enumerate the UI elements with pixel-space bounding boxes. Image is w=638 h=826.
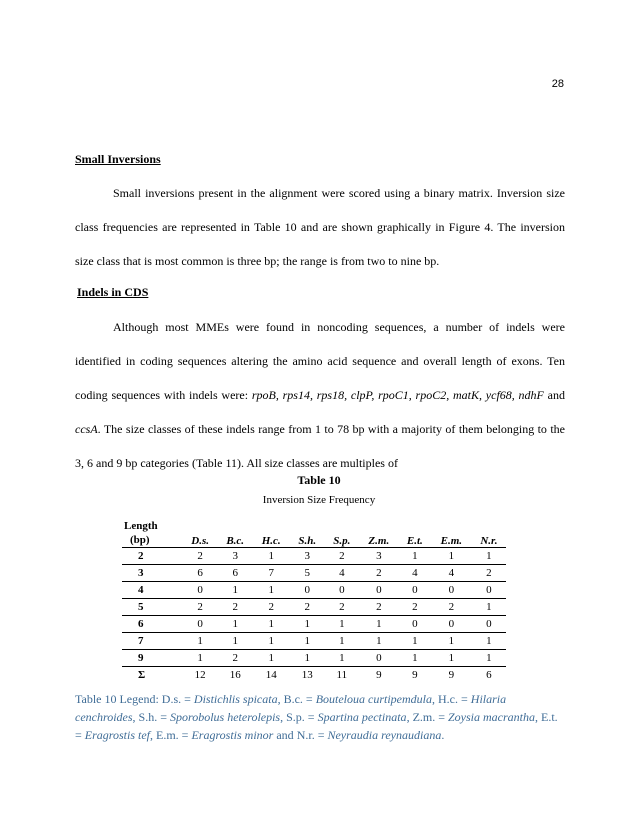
value-cell: 1 <box>218 616 253 633</box>
table-title: Table 10 <box>297 473 341 487</box>
value-cell: 2 <box>218 599 253 616</box>
value-cell: 0 <box>472 616 506 633</box>
legend-abbr: B.c. = <box>283 692 316 706</box>
legend-abbr: N.r. = <box>296 728 328 742</box>
legend-sep: , <box>432 692 439 706</box>
value-cell: 1 <box>359 616 399 633</box>
length-cell: 3 <box>122 565 183 582</box>
inversion-size-table <box>122 519 506 683</box>
legend-species: Hilaria cenchroides <box>75 692 507 724</box>
value-cell: 11 <box>336 669 348 681</box>
value-cell: 16 <box>229 669 241 681</box>
indels-text-2: . The size classes of these indels range from 1 to 78 bp with a majority of them belonging to the 3, 6 and 9 bp categories (Table 11). All size classes are multiples of <box>75 422 565 470</box>
paragraph-small-inversions: Small inversions present in the alignment were scored using a binary matrix. Inversion size class frequencies are represented in Table 10 and are shown graphically in Figure 4. The inversion size class that is most common is three bp; the range is from two to nine bp. <box>75 186 565 268</box>
legend-species: Eragrostis tef <box>84 728 151 742</box>
value-cell: 2 <box>359 599 399 616</box>
value-cell: 1 <box>325 650 359 667</box>
value-cell: 4 <box>325 565 359 582</box>
value-cell: 6 <box>218 565 253 582</box>
value-cell: 1 <box>183 650 218 667</box>
legend-sep: , <box>150 728 157 742</box>
value-cell: 6 <box>486 669 492 681</box>
length-cell: Σ <box>138 669 146 681</box>
legend-species: Neyraudia reynaudiana <box>327 728 442 742</box>
value-cell: 3 <box>218 548 253 565</box>
legend-sep: , <box>277 692 284 706</box>
length-header: Length <box>124 520 158 532</box>
value-cell: 2 <box>290 599 325 616</box>
value-cell: 1 <box>253 616 290 633</box>
value-cell: 1 <box>183 633 218 650</box>
legend-abbr: S.p. = <box>286 710 318 724</box>
value-cell: 1 <box>290 633 325 650</box>
legend-sep: , <box>406 710 413 724</box>
value-cell: 0 <box>431 616 472 633</box>
value-cell: 1 <box>359 633 399 650</box>
value-cell: 1 <box>399 548 431 565</box>
value-cell: 0 <box>290 582 325 599</box>
legend-sep: . <box>441 728 445 742</box>
column-header: H.c. <box>253 533 290 548</box>
value-cell: 1 <box>472 650 506 667</box>
gene-list: rpoB, rps14, rps18, clpP, rpoC1, rpoC2, matK, ycf68, ndhF <box>251 388 544 402</box>
value-cell: 2 <box>472 565 506 582</box>
column-header: N.r. <box>472 533 506 548</box>
legend-species: Eragrostis minor <box>191 728 274 742</box>
table-row <box>122 582 506 599</box>
value-cell: 2 <box>218 650 253 667</box>
value-cell: 1 <box>290 650 325 667</box>
column-header: S.p. <box>325 533 359 548</box>
legend-abbr: E.t. = <box>75 710 558 742</box>
length-cell: 9 <box>122 650 183 667</box>
value-cell: 9 <box>376 669 382 681</box>
value-cell: 0 <box>399 616 431 633</box>
legend-abbr: H.c. = <box>438 692 471 706</box>
legend-species: Bouteloua curtipemdula <box>315 692 433 706</box>
value-cell: 1 <box>399 633 431 650</box>
value-cell: 2 <box>325 548 359 565</box>
section-heading-small-inversions: Small Inversions <box>75 152 161 166</box>
table-subtitle: Inversion Size Frequency <box>262 494 376 506</box>
length-cell: 5 <box>122 599 183 616</box>
length-cell: 6 <box>122 616 183 633</box>
column-header: S.h. <box>290 533 325 548</box>
value-cell: 1 <box>325 633 359 650</box>
table-row <box>122 565 506 582</box>
legend-abbr: Z.m. = <box>412 710 448 724</box>
table-row <box>122 616 506 633</box>
indels-text-1: Although most MMEs were found in noncoding sequences, a number of indels were identified in coding sequences altering the amino acid sequence and overall length of exons. Ten coding sequences with indels were: <box>75 320 565 402</box>
length-unit-header: (bp) <box>122 533 183 548</box>
legend-sep: and <box>273 728 297 742</box>
column-header: D.s. <box>183 533 218 548</box>
table-row <box>122 599 506 616</box>
value-cell: 2 <box>253 599 290 616</box>
value-cell: 1 <box>431 548 472 565</box>
value-cell: 1 <box>431 633 472 650</box>
value-cell: 1 <box>218 582 253 599</box>
value-cell: 2 <box>399 599 431 616</box>
section-heading-indels-cds: Indels in CDS <box>77 285 149 299</box>
legend-sep: , <box>535 710 541 724</box>
table-row <box>122 667 506 684</box>
value-cell: 0 <box>183 616 218 633</box>
value-cell: 0 <box>325 582 359 599</box>
legend-sep: , <box>132 710 139 724</box>
indels-and: and <box>543 388 566 402</box>
value-cell: 12 <box>194 669 206 681</box>
value-cell: 2 <box>325 599 359 616</box>
value-cell: 3 <box>359 548 399 565</box>
value-cell: 0 <box>183 582 218 599</box>
legend-prefix: Table 10 Legend: <box>75 692 162 706</box>
table-row <box>122 633 506 650</box>
value-cell: 1 <box>472 599 506 616</box>
page-number: 28 <box>551 78 564 90</box>
table-row <box>122 650 506 667</box>
legend-abbr: S.h. = <box>138 710 170 724</box>
value-cell: 9 <box>412 669 418 681</box>
value-cell: 0 <box>472 582 506 599</box>
legend-abbr: D.s. = <box>161 692 194 706</box>
value-cell: 6 <box>183 565 218 582</box>
value-cell: 13 <box>301 669 313 681</box>
value-cell: 1 <box>472 548 506 565</box>
legend-species: Spartina pectinata <box>317 710 407 724</box>
table-legend <box>75 690 565 744</box>
value-cell: 5 <box>290 565 325 582</box>
value-cell: 2 <box>431 599 472 616</box>
value-cell: 1 <box>253 548 290 565</box>
gene-last: ccsA <box>75 422 98 436</box>
table-row <box>122 548 506 565</box>
value-cell: 0 <box>359 650 399 667</box>
value-cell: 1 <box>431 650 472 667</box>
value-cell: 14 <box>265 669 277 681</box>
value-cell: 1 <box>325 616 359 633</box>
value-cell: 2 <box>183 599 218 616</box>
value-cell: 0 <box>431 582 472 599</box>
value-cell: 2 <box>359 565 399 582</box>
value-cell: 4 <box>399 565 431 582</box>
value-cell: 1 <box>218 633 253 650</box>
value-cell: 3 <box>290 548 325 565</box>
legend-species: Sporobolus heterolepis <box>170 710 281 724</box>
value-cell: 1 <box>253 582 290 599</box>
column-header: E.m. <box>431 533 472 548</box>
column-header: B.c. <box>218 533 253 548</box>
legend-species: Distichlis spicata <box>193 692 278 706</box>
paragraph-indels-cds <box>75 310 565 480</box>
value-cell: 0 <box>359 582 399 599</box>
value-cell: 1 <box>472 633 506 650</box>
length-cell: 2 <box>122 548 183 565</box>
value-cell: 1 <box>399 650 431 667</box>
value-cell: 2 <box>183 548 218 565</box>
value-cell: 1 <box>253 650 290 667</box>
value-cell: 1 <box>290 616 325 633</box>
length-cell: 4 <box>122 582 183 599</box>
column-header: E.t. <box>399 533 431 548</box>
value-cell: 1 <box>253 633 290 650</box>
legend-species: Zoysia macrantha <box>448 710 535 724</box>
value-cell: 9 <box>448 669 455 681</box>
value-cell: 7 <box>253 565 290 582</box>
length-cell: 7 <box>122 633 183 650</box>
value-cell: 0 <box>399 582 431 599</box>
value-cell: 4 <box>431 565 472 582</box>
column-header: Z.m. <box>359 533 399 548</box>
legend-sep: , <box>280 710 287 724</box>
legend-abbr: E.m. = <box>156 728 192 742</box>
